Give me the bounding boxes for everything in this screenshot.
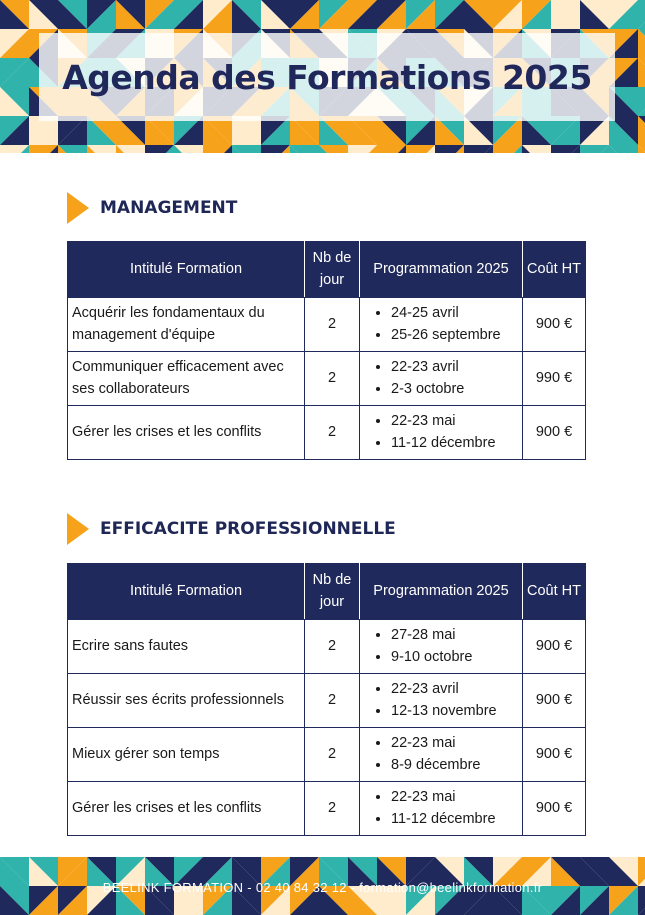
session-date: • 22-23 mai bbox=[391, 411, 518, 433]
session-date: • 9-10 octobre bbox=[391, 647, 518, 669]
section-title: EFFICACITE PROFESSIONNELLE bbox=[100, 519, 396, 539]
course-dates bbox=[360, 728, 523, 782]
session-date: • 8-9 décembre bbox=[391, 755, 518, 777]
course-dates bbox=[360, 406, 523, 460]
title-banner bbox=[39, 33, 615, 121]
course-days: 2 bbox=[305, 782, 360, 836]
course-days: 2 bbox=[305, 674, 360, 728]
course-cost: 990 € bbox=[523, 352, 586, 406]
course-dates bbox=[360, 674, 523, 728]
table-row bbox=[68, 674, 586, 728]
course-dates bbox=[360, 620, 523, 674]
course-cost: 900 € bbox=[523, 620, 586, 674]
arrow-bullet-icon bbox=[67, 513, 89, 545]
course-title: Gérer les crises et les conflits bbox=[68, 782, 305, 836]
arrow-bullet-icon bbox=[67, 192, 89, 224]
course-title: Réussir ses écrits professionnels bbox=[68, 674, 305, 728]
session-date: • 22-23 avril bbox=[391, 357, 518, 379]
section-heading-management bbox=[67, 190, 237, 226]
session-date: • 22-23 mai bbox=[391, 733, 518, 755]
course-title: Ecrire sans fautes bbox=[68, 620, 305, 674]
column-header-schedule: Programmation 2025 bbox=[360, 242, 523, 298]
course-title: Mieux gérer son temps bbox=[68, 728, 305, 782]
course-cost: 900 € bbox=[523, 674, 586, 728]
column-header-cost: Coût HT bbox=[523, 242, 586, 298]
course-title: Acquérir les fondamentaux du management d'équipe bbox=[68, 298, 305, 352]
column-header-days: Nb de jour bbox=[305, 242, 360, 298]
section-title: MANAGEMENT bbox=[100, 198, 238, 218]
session-date: • 24-25 avril bbox=[391, 303, 518, 325]
session-date: • 2-3 octobre bbox=[391, 379, 518, 401]
course-days: 2 bbox=[305, 298, 360, 352]
table-header-row bbox=[68, 564, 586, 620]
column-header-title: Intitulé Formation bbox=[68, 564, 305, 620]
course-days: 2 bbox=[305, 620, 360, 674]
table-row bbox=[68, 298, 586, 352]
session-date: • 12-13 novembre bbox=[391, 701, 518, 723]
course-cost: 900 € bbox=[523, 782, 586, 836]
session-date: • 11-12 décembre bbox=[391, 809, 518, 831]
session-date: • 11-12 décembre bbox=[391, 433, 518, 455]
table-row bbox=[68, 620, 586, 674]
course-title: Communiquer efficacement avec ses collaborateurs bbox=[68, 352, 305, 406]
footer-contact: BEELINK FORMATION - 02 40 84 32 12 - formation@beelinkformation.fr bbox=[102, 880, 543, 895]
training-table-management bbox=[67, 241, 586, 460]
course-days: 2 bbox=[305, 352, 360, 406]
course-cost: 900 € bbox=[523, 298, 586, 352]
training-table-efficacite bbox=[67, 563, 586, 836]
course-dates bbox=[360, 352, 523, 406]
section-heading-efficacite bbox=[67, 511, 396, 547]
course-dates bbox=[360, 298, 523, 352]
table-row bbox=[68, 728, 586, 782]
table-header-row bbox=[68, 242, 586, 298]
course-days: 2 bbox=[305, 406, 360, 460]
column-header-schedule: Programmation 2025 bbox=[360, 564, 523, 620]
session-date: • 22-23 mai bbox=[391, 787, 518, 809]
table-row bbox=[68, 406, 586, 460]
session-date: • 25-26 septembre bbox=[391, 325, 518, 347]
course-cost: 900 € bbox=[523, 406, 586, 460]
column-header-days: Nb de jour bbox=[305, 564, 360, 620]
table-row bbox=[68, 352, 586, 406]
session-date: • 27-28 mai bbox=[391, 625, 518, 647]
session-date: • 22-23 avril bbox=[391, 679, 518, 701]
table-row bbox=[68, 782, 586, 836]
column-header-title: Intitulé Formation bbox=[68, 242, 305, 298]
course-dates bbox=[360, 782, 523, 836]
course-title: Gérer les crises et les conflits bbox=[68, 406, 305, 460]
course-cost: 900 € bbox=[523, 728, 586, 782]
column-header-cost: Coût HT bbox=[523, 564, 586, 620]
page-title: Agenda des Formations 2025 bbox=[62, 57, 592, 97]
course-days: 2 bbox=[305, 728, 360, 782]
